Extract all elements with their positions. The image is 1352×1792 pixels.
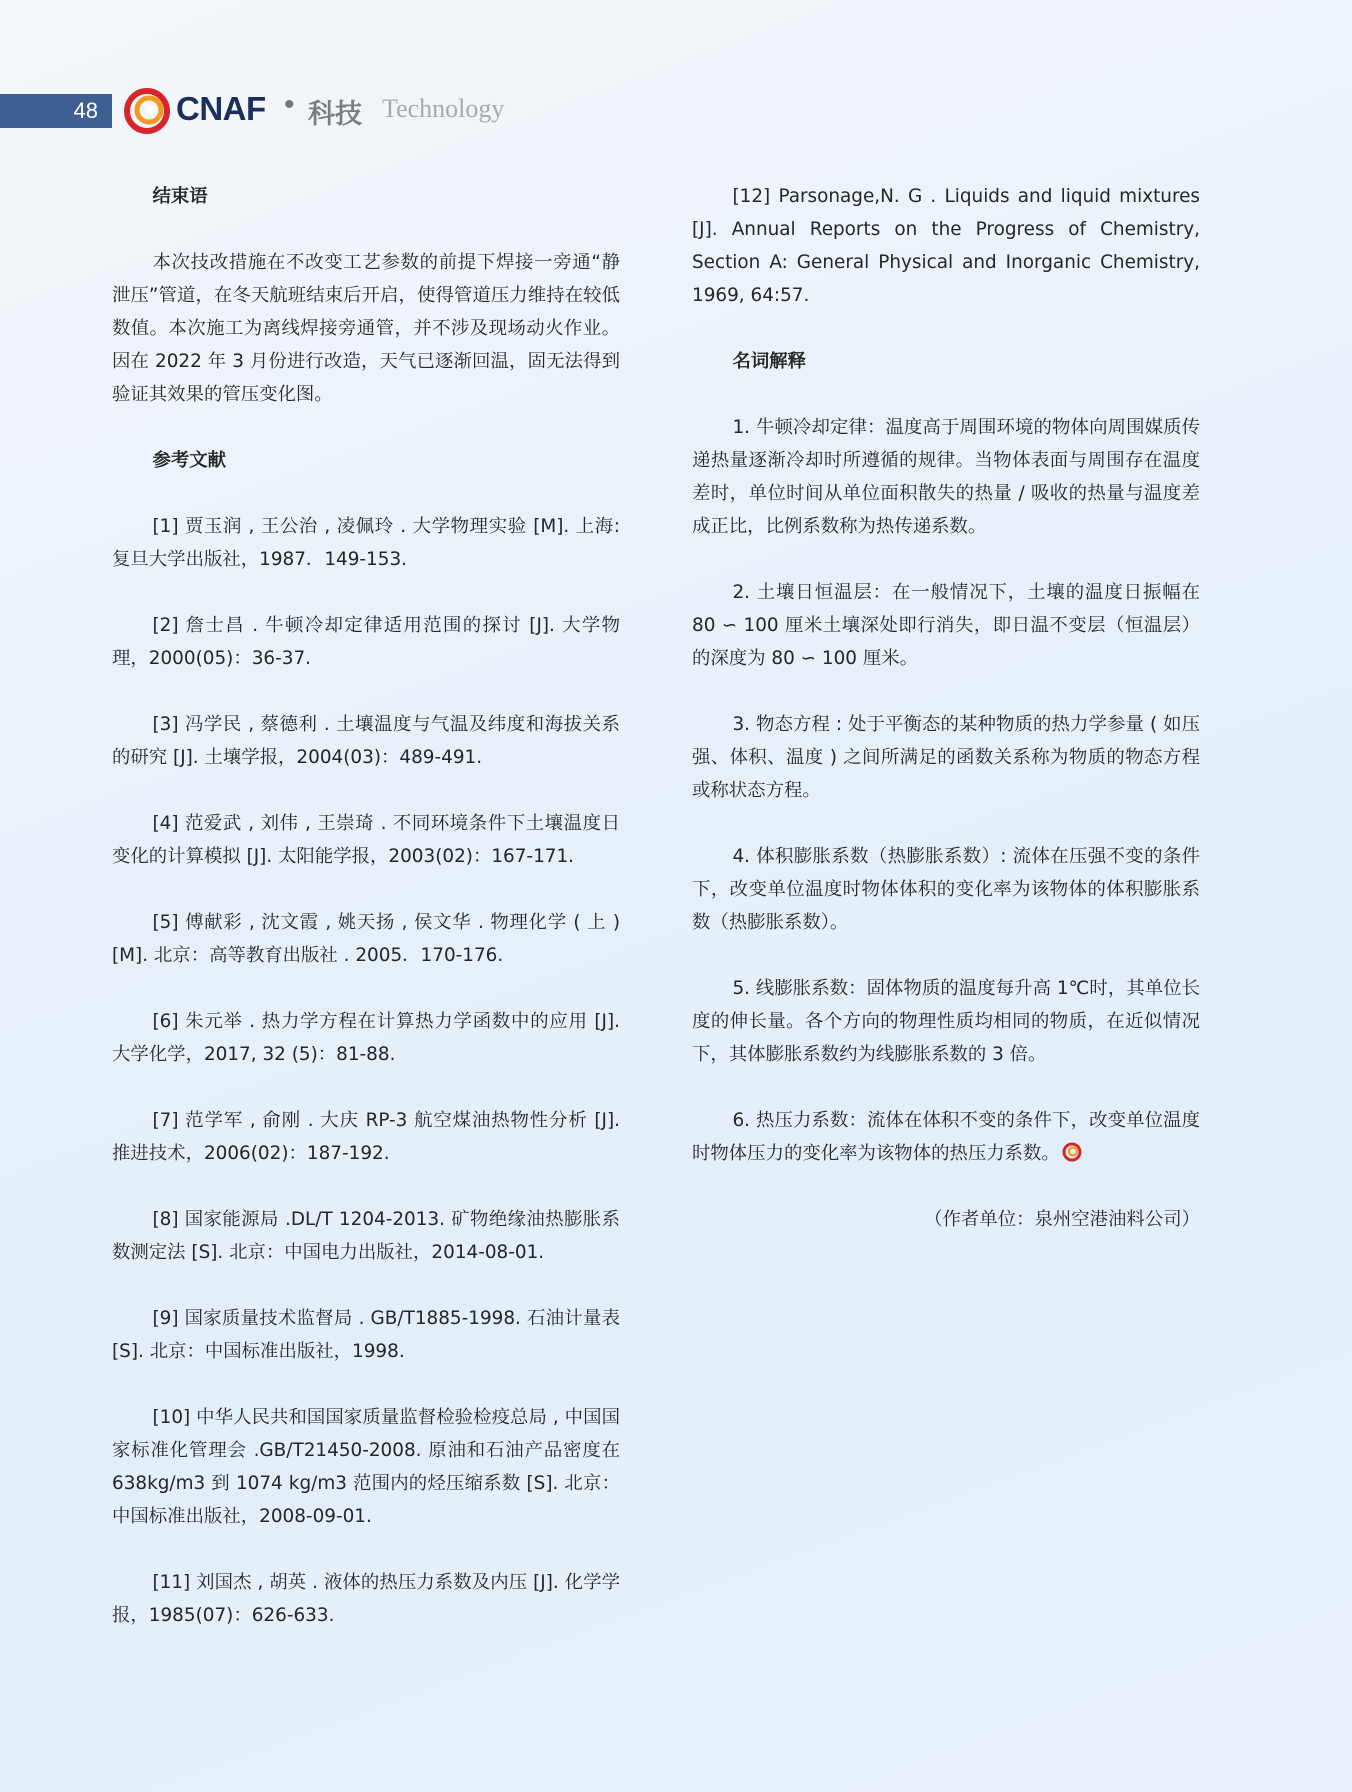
glossary-item: 4. 体积膨胀系数（热膨胀系数）: 流体在压强不变的条件下，改变单位温度时物体体积的变化率为该物体的体积膨胀系数（热膨胀系数）。 bbox=[692, 846, 1200, 933]
glossary-item-last bbox=[692, 1104, 1200, 1170]
glossary-item: 3. 物态方程 : 处于平衡态的某种物质的热力学参量 ( 如压强、体积、温度 ) 之间所满足的函数关系称为物质的物态方程或称状态方程。 bbox=[692, 714, 1200, 801]
brand-name: CNAF bbox=[176, 90, 266, 127]
glossary-heading: 名词解释 bbox=[732, 351, 807, 372]
glossary-item-text: 6. 热压力系数：流体在体积不变的条件下，改变单位温度时物体压力的变化率为该物体的热压力系数。 bbox=[692, 1110, 1200, 1164]
reference-item: [3] 冯学民 , 蔡德利 . 土壤温度与气温及纬度和海拔关系的研究 [J]. 土壤学报，2004(03)：489-491. bbox=[112, 714, 620, 768]
end-mark-icon bbox=[1062, 1142, 1082, 1162]
reference-item: [1] 贾玉润 , 王公治 , 凌佩玲 . 大学物理实验 [M]. 上海: 复旦大学出版社，1987．149-153. bbox=[112, 516, 620, 570]
references-heading: 参考文献 bbox=[152, 450, 227, 471]
reference-item: [4] 范爱武 , 刘伟 , 王崇琦 . 不同环境条件下土壤温度日变化的计算模拟 [J]. 太阳能学报，2003(02)：167-171. bbox=[112, 813, 620, 867]
conclusion-paragraph: 本次技改措施在不改变工艺参数的前提下焊接一旁通“静泄压”管道，在冬天航班结束后开启，使得管道压力维持在较低数值。本次施工为离线焊接旁通管，并不涉及现场动火作业。因在 2022 年 3 月份进行改造，天气已逐渐回温，固无法得到验证其效果的管压变化图。 bbox=[112, 252, 620, 405]
reference-item: [12] Parsonage,N. G . Liquids and liquid mixtures [J]. Annual Reports on the Progress of Chemistry, Section A: General Physical and Inorganic Chemistry, 1969, 64:57. bbox=[692, 186, 1200, 306]
page-header bbox=[0, 86, 620, 138]
conclusion-heading: 结束语 bbox=[152, 186, 208, 207]
section-title-cn: 科技 bbox=[308, 99, 362, 130]
reference-item: [5] 傅献彩 , 沈文霞 , 姚天扬 , 侯文华 . 物理化学 ( 上 ) [M]. 北京：高等教育出版社 . 2005．170-176. bbox=[112, 912, 620, 966]
cnaf-logo-icon bbox=[124, 88, 170, 134]
header-separator: • bbox=[284, 88, 295, 121]
right-column bbox=[692, 180, 1200, 1269]
glossary-item: 1. 牛顿冷却定律：温度高于周围环境的物体向周围媒质传递热量逐渐冷却时所遵循的规律。当物体表面与周围存在温度差时，单位时间从单位面积散失的热量 / 吸收的热量与温度差成正比，比例系数称为热传递系数。 bbox=[692, 417, 1200, 537]
section-title-en: Technology bbox=[382, 94, 505, 123]
reference-item: [2] 詹士昌 . 牛顿冷却定律适用范围的探讨 [J]. 大学物理，2000(05)：36-37. bbox=[112, 615, 620, 669]
reference-item: [8] 国家能源局 .DL/T 1204-2013. 矿物绝缘油热膨胀系数测定法 [S]. 北京：中国电力出版社，2014-08-01. bbox=[112, 1209, 620, 1263]
reference-item: [11] 刘国杰 , 胡英 . 液体的热压力系数及内压 [J]. 化学学报，1985(07)：626-633. bbox=[112, 1572, 620, 1626]
glossary-item: 2. 土壤日恒温层：在一般情况下，土壤的温度日振幅在 80 ∽ 100 厘米土壤深处即行消失，即日温不变层（恒温层）的深度为 80 ∽ 100 厘米。 bbox=[692, 582, 1200, 669]
reference-item: [9] 国家质量技术监督局 . GB/T1885-1998. 石油计量表 [S]. 北京：中国标准出版社，1998. bbox=[112, 1308, 620, 1362]
page-number: 48 bbox=[0, 94, 112, 128]
glossary-item: 5. 线膨胀系数：固体物质的温度每升高 1℃时，其单位长度的伸长量。各个方向的物理性质均相同的物质，在近似情况下，其体膨胀系数约为线膨胀系数的 3 倍。 bbox=[692, 978, 1200, 1065]
author-affiliation: （作者单位：泉州空港油料公司） bbox=[924, 1209, 1200, 1230]
reference-item: [7] 范学军 , 俞刚 . 大庆 RP-3 航空煤油热物性分析 [J]. 推进技术，2006(02)：187-192. bbox=[112, 1110, 620, 1164]
reference-item: [6] 朱元举 . 热力学方程在计算热力学函数中的应用 [J]. 大学化学，2017, 32 (5)：81-88. bbox=[112, 1011, 620, 1065]
reference-item: [10] 中华人民共和国国家质量监督检验检疫总局 , 中国国家标准化管理会 .GB/T21450-2008. 原油和石油产品密度在 638kg/m3 到 1074 kg/m3 范围内的烃压缩系数 [S]. 北京：中国标准出版社，2008-09-01. bbox=[112, 1407, 620, 1527]
left-column bbox=[112, 180, 620, 1665]
